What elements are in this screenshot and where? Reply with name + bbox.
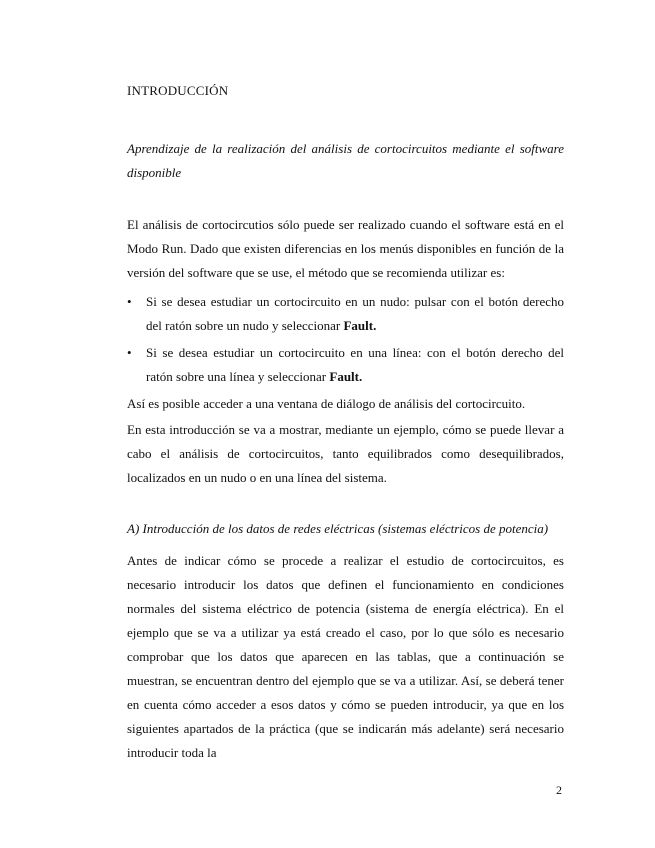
intro-paragraph: El análisis de cortocircutios sólo puede ser realizado cuando el software está en el Modo Run. Dado que existen diferencias en los menús disponibles en función de la versión del software que se use, el método que se recomienda utilizar es:	[127, 217, 564, 280]
bullet-text-plain: Si se desea estudiar un cortocircuito en un nudo: pulsar con el botón derecho del ratón sobre un nudo y seleccionar	[146, 294, 564, 333]
bullet-text-plain: Si se desea estudiar un cortocircuito en una línea: con el botón derecho del ratón sobre una línea y seleccionar	[146, 345, 564, 384]
bullet-marker: •	[127, 345, 132, 360]
example-paragraph: En esta introducción se va a mostrar, mediante un ejemplo, cómo se puede llevar a cabo el análisis de cortocircuitos, tanto equilibrados como desequilibrados, localizados en un nudo o en una línea del sistema.	[127, 422, 564, 485]
section-paragraph: Antes de indicar cómo se procede a realizar el estudio de cortocircuitos, es necesario introducir los datos que definen el funcionamiento en condiciones normales del sistema eléctrico de potencia (sistema de energía eléctrica). En el ejemplo que se va a utilizar ya está creado el caso, por lo que sólo es necesario comprobar que los datos que aparecen en las tablas, que a continuación se muestran, se encuentran dentro del ejemplo que se va a utilizar. Así, se deberá tener en cuenta cómo acceder a esos datos y cómo se pueden introducir, ya que en los siguientes apartados de la práctica (que se indicarán más adelante) será necesario introducir toda la	[127, 553, 564, 760]
section-title: A) Introducción de los datos de redes eléctricas (sistemas eléctricos de potencia)	[127, 521, 549, 536]
page-heading: INTRODUCCIÓN	[127, 83, 229, 98]
dialog-paragraph: Así es posible acceder a una ventana de diálogo de análisis del cortocircuito.	[127, 396, 526, 411]
bullet-text	[146, 290, 564, 338]
bullet-text-bold: Fault.	[329, 369, 363, 384]
bullet-text-bold: Fault.	[343, 318, 377, 333]
page-number: 2	[556, 783, 562, 797]
document-subtitle: Aprendizaje de la realización del análisis de cortocircuitos mediante el software disponible	[127, 141, 564, 180]
bullet-marker: •	[127, 294, 132, 309]
bullet-text	[146, 341, 564, 389]
